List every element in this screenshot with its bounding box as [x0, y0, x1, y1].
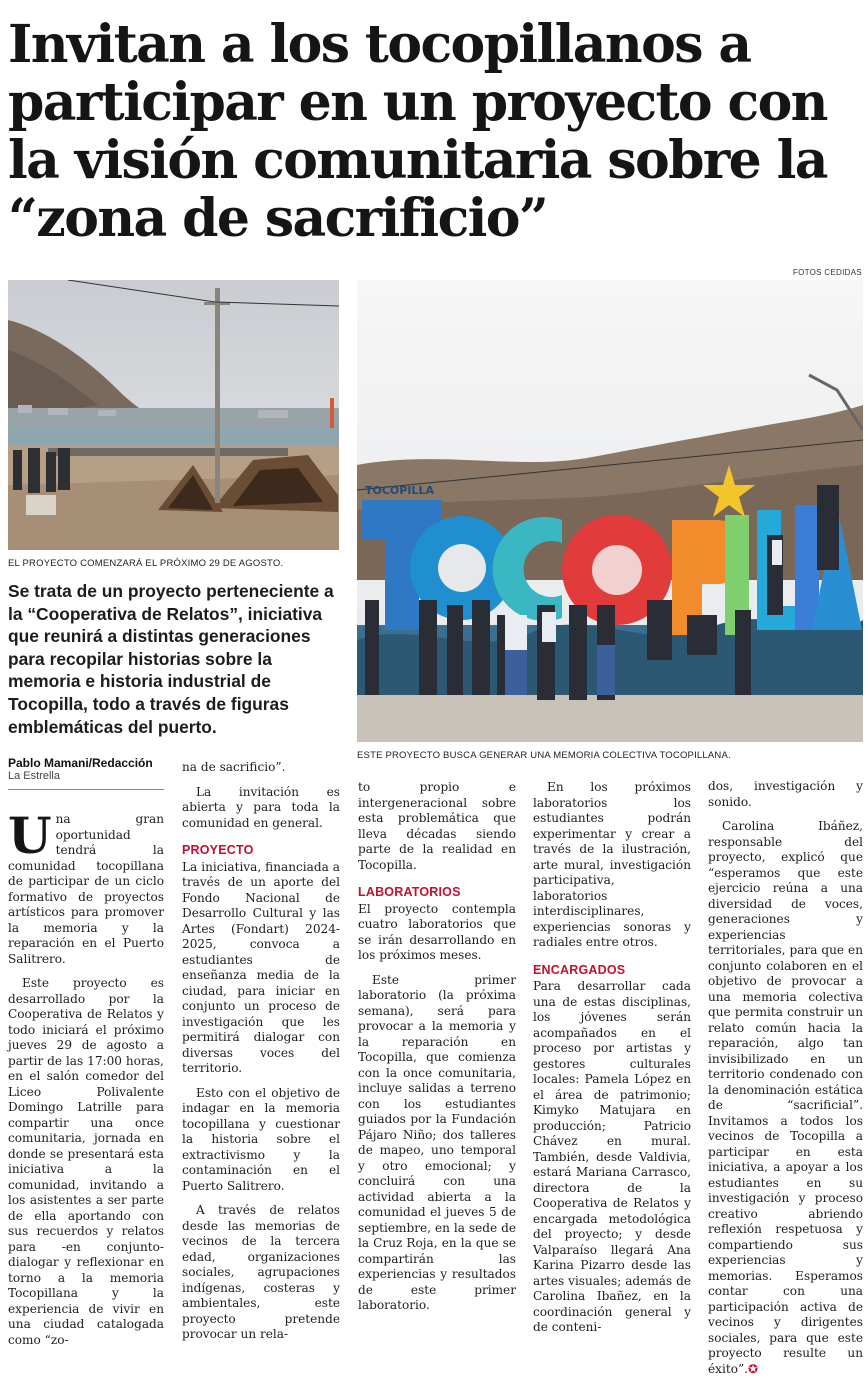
paragraph: Este primer laboratorio (la próxima semana), será para provocar a la memoria y la reparación en Tocopilla, que comienza con la once comunitaria, incluye salidas a terreno con los estudiantes guiados por la Fundación Pájaro Niño; dos talleres de mapeo, uno temporal y otro emocional; y concluirá con una actividad abierta a la comunidad el jueves 5 de septiembre, en la sede de la Cruz Roja, en la que se compartirán las experiencias y resultados de este primer laboratorio. — [358, 972, 516, 1312]
subhead-encargados: ENCARGADOS — [533, 962, 626, 977]
lede: Se trata de un proyecto perteneciente a la “Cooperativa de Relatos”, iniciativa que reunirá a distintas generaciones para recopilar historias sobre la memoria e historia industrial de Tocopilla, todo a través de figuras emblemáticas del puerto. — [8, 581, 334, 737]
end-mark-icon: ✪ — [748, 1361, 759, 1376]
photo-credit: FOTOS CEDIDAS — [792, 268, 862, 277]
paragraph: La iniciativa, financiada a través de un aporte del Fondo Nacional de Desarrollo Cultural y las Artes (Fondart) 2024-2025, convoca a estudiantes de enseñanza media de la ciudad, para iniciar en conjunto un proceso de investigación que les permitirá dialogar con diversas voces del territorio. — [182, 859, 340, 1075]
photo-beach-construction — [8, 280, 339, 550]
byline-divider — [8, 789, 164, 790]
photo-tocopilla-sign — [357, 280, 863, 742]
article-column-3 — [358, 780, 516, 1323]
headline: Invitan a los tocopillanos a participar en un proyecto con la visión comunitaria sobre la “zona de sacrificio” — [8, 14, 827, 249]
paragraph: El proyecto contempla cuatro laboratorios que se irán desarrollando en los próximos meses. — [358, 901, 516, 962]
article-column-5 — [708, 779, 863, 1386]
paragraph-text: na gran oportunidad tendrá la comunidad tocopillana de participar de un ciclo formativo de proyectos artísticos para promover la memoria y la reparación en el Puerto Salitrero. — [8, 812, 164, 966]
subhead-proyecto: PROYECTO — [182, 843, 254, 857]
paragraph — [8, 806, 164, 967]
paragraph: dos, investigación y sonido. — [708, 779, 863, 809]
paragraph: to propio e intergeneracional sobre esta problemática que lleva décadas siendo parte de la realidad en Tocopilla. — [358, 780, 516, 872]
photo-caption-2: ESTE PROYECTO BUSCA GENERAR UNA MEMORIA COLECTIVA TOCOPILLANA. — [357, 750, 731, 761]
sign-text: TOCOPILLA — [365, 484, 434, 497]
paragraph: La invitación es abierta y para toda la comunidad en general. — [182, 784, 340, 830]
paragraph: A través de relatos desde las memorias de vecinos de la tercera edad, organizaciones sociales, agrupaciones indígenas, costeras y ambientales, este proyecto pretende provocar un rela- — [182, 1203, 340, 1341]
paragraph: Este proyecto es desarrollado por la Cooperativa de Relatos y todo iniciará el próximo jueves 29 de agosto a partir de las 17:00 horas, en el salón comedor del Liceo Polivalente Domingo Latrille para compartir una once comunitaria, jornada en donde se presentará esta iniciativa a la comunidad, invitando a los asistentes a ser parte de ella aportando con sus recuerdos y relatos para -en conjunto- dialogar y reflexionar en torno a la memoria Tocopillana y la experiencia de vivir en una ciudad catalogada como “zo- — [8, 976, 164, 1347]
article-column-4 — [533, 780, 691, 1345]
paragraph: En los próximos laboratorios los estudiantes podrán experimentar y crear a través de la ilustración, arte mural, investigación participativa, laboratorios interdisciplinares, experiencias sonoras y radiales entre otros. — [533, 780, 691, 949]
paragraph-text: Carolina Ibáñez, responsable del proyecto, explicó que “esperamos que este ejercicio reúna a una diversidad de voces, generaciones y experiencias territoriales, para que en conjunto colaboren en el objetivo de provocar a una memoria colectiva que permita construir un relato común hacia la reparación, algo tan invisibilizado en un territorio condenado con la denominación estática de “sacrificial”. Invitamos a todos los vecinos de Tocopilla a participar en esta iniciativa, a apoyar a los estudiantes en su investigación y proceso creativo abriendo reflexión respetuosa y compartiendo sus experiencias y memorias. Esperamos contar con una participación activa de vecinos y dirigentes sociales, para que este proyecto resulte un éxito”. — [708, 819, 863, 1376]
byline-source: La Estrella — [8, 770, 60, 782]
paragraph: na de sacrificio”. — [182, 760, 286, 774]
article-column-2 — [182, 760, 340, 1352]
byline-author: Pablo Mamani/Redacción — [8, 756, 153, 770]
paragraph — [708, 819, 863, 1377]
subhead-laboratorios: LABORATORIOS — [358, 885, 461, 899]
paragraph: Para desarrollar cada una de estas disciplinas, los jóvenes serán acompañados en el proceso por artistas y gestores culturales locales: Pamela López en el área de patrimonio; Kimyko Matujara en producción; Patricio Chávez en mural. También, desde Valdivia, estará Mariana Carrasco, directora de la Cooperativa de Relatos y encargada metodológica del proyecto; y desde Valparaíso llegará Ana Karina Pizarro desde las artes visuales; además de Carolina Ibañez, en la coordinación general y de conteni- — [533, 979, 691, 1334]
drop-cap: U — [8, 806, 52, 865]
article-column-1 — [8, 806, 164, 1357]
photo-caption-1: EL PROYECTO COMENZARÁ EL PRÓXIMO 29 DE AGOSTO. — [8, 558, 284, 569]
paragraph: Esto con el objetivo de indagar en la memoria tocopillana y cuestionar la historia sobre el extractivismo y la contaminación en el Puerto Salitrero. — [182, 1085, 340, 1193]
